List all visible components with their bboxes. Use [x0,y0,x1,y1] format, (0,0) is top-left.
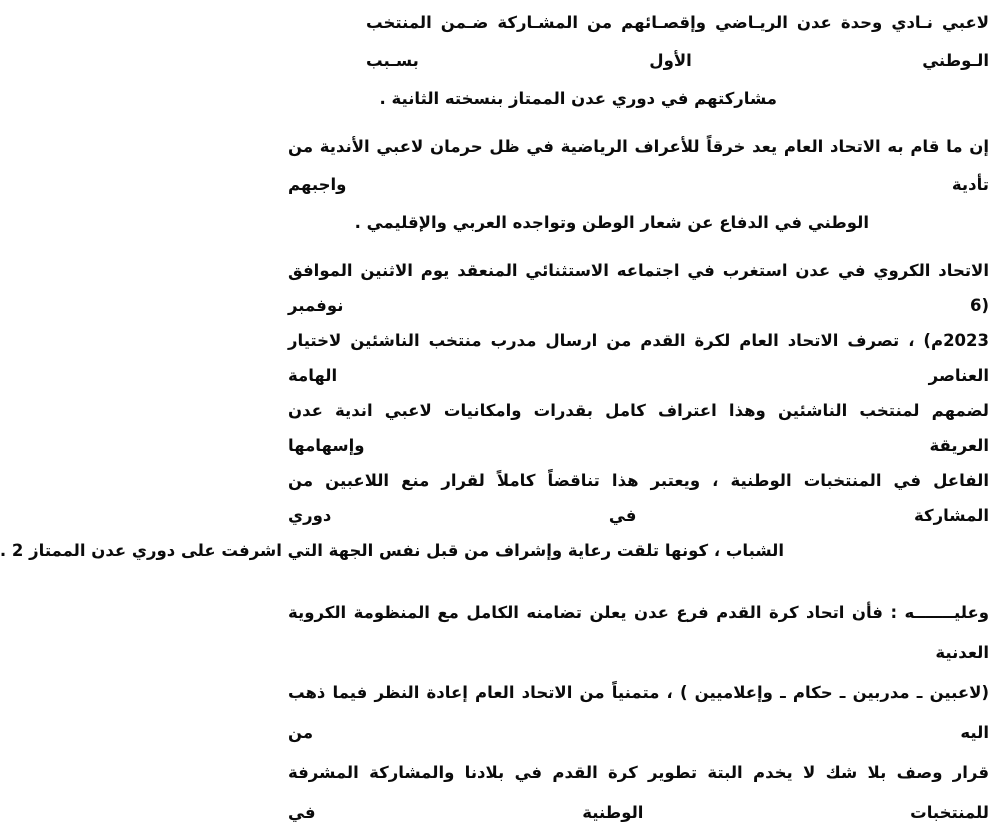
text-line: (لاعبين ـ مدربين ـ حكام ـ وإعلاميين ) ، متمنياً من الاتحاد العام إعادة النظر فيما ذهب اليه من [288,683,989,742]
paragraph-4 [288,593,989,822]
text-line: الوطني في الدفاع عن شعار الوطن وتواجده العربي والإقليمي . [354,213,869,232]
text-line: لضمهم لمنتخب الناشئين وهذا اعتراف كامل بقدرات وامكانيات لاعبي اندية عدن العريقة وإسهامها [288,401,989,455]
text-line-cropped: قرار وصف بلا شك لا يخدم البتة تطوير كرة القدم في بلادنا والمشاركة المشرفة للمنتخبات الوطنية في [288,763,989,822]
text-line: وعليـــــــه : فأن اتحاد كرة القدم فرع عدن يعلن تضامنه الكامل مع المنظومة الكروية العدنية [288,603,989,662]
cropped-line-container [288,753,989,822]
text-line: 2023م) ، تصرف الاتحاد العام لكرة القدم من ارسال مدرب منتخب الناشئين لاختيار العناصر الهامة [288,331,989,385]
text-line: مشاركتهم في دوري عدن الممتاز بنسخته الثانية . [379,89,777,108]
text-line: الاتحاد الكروي في عدن استغرب في اجتماعه الاستثنائي المنعقد يوم الاثنين الموافق (6 نوفمبر [288,261,989,315]
text-line: الشباب ، كونها تلقت رعاية وإشراف من قبل نفس الجهة التي اشرفت على دوري عدن الممتاز 2 . [0,541,784,560]
text-line: إن ما قام به الاتحاد العام يعد خرقاً للأعراف الرياضية في ظل حرمان لاعبي الأندية من تأدية واجبهم [288,137,989,194]
paragraph-1 [288,4,989,118]
text-line: الفاعل في المنتخبات الوطنية ، ويعتبر هذا تناقضاً كاملاً لقرار منع اللاعبين من المشاركة في دوري [288,471,989,525]
paragraph-3 [0,253,989,568]
text-line: لاعبي نـادي وحدة عدن الريـاضي وإقصـائهم من المشـاركة ضـمن المنتخب الـوطني الأول بسـبب [366,13,989,70]
paragraph-2 [288,128,989,242]
